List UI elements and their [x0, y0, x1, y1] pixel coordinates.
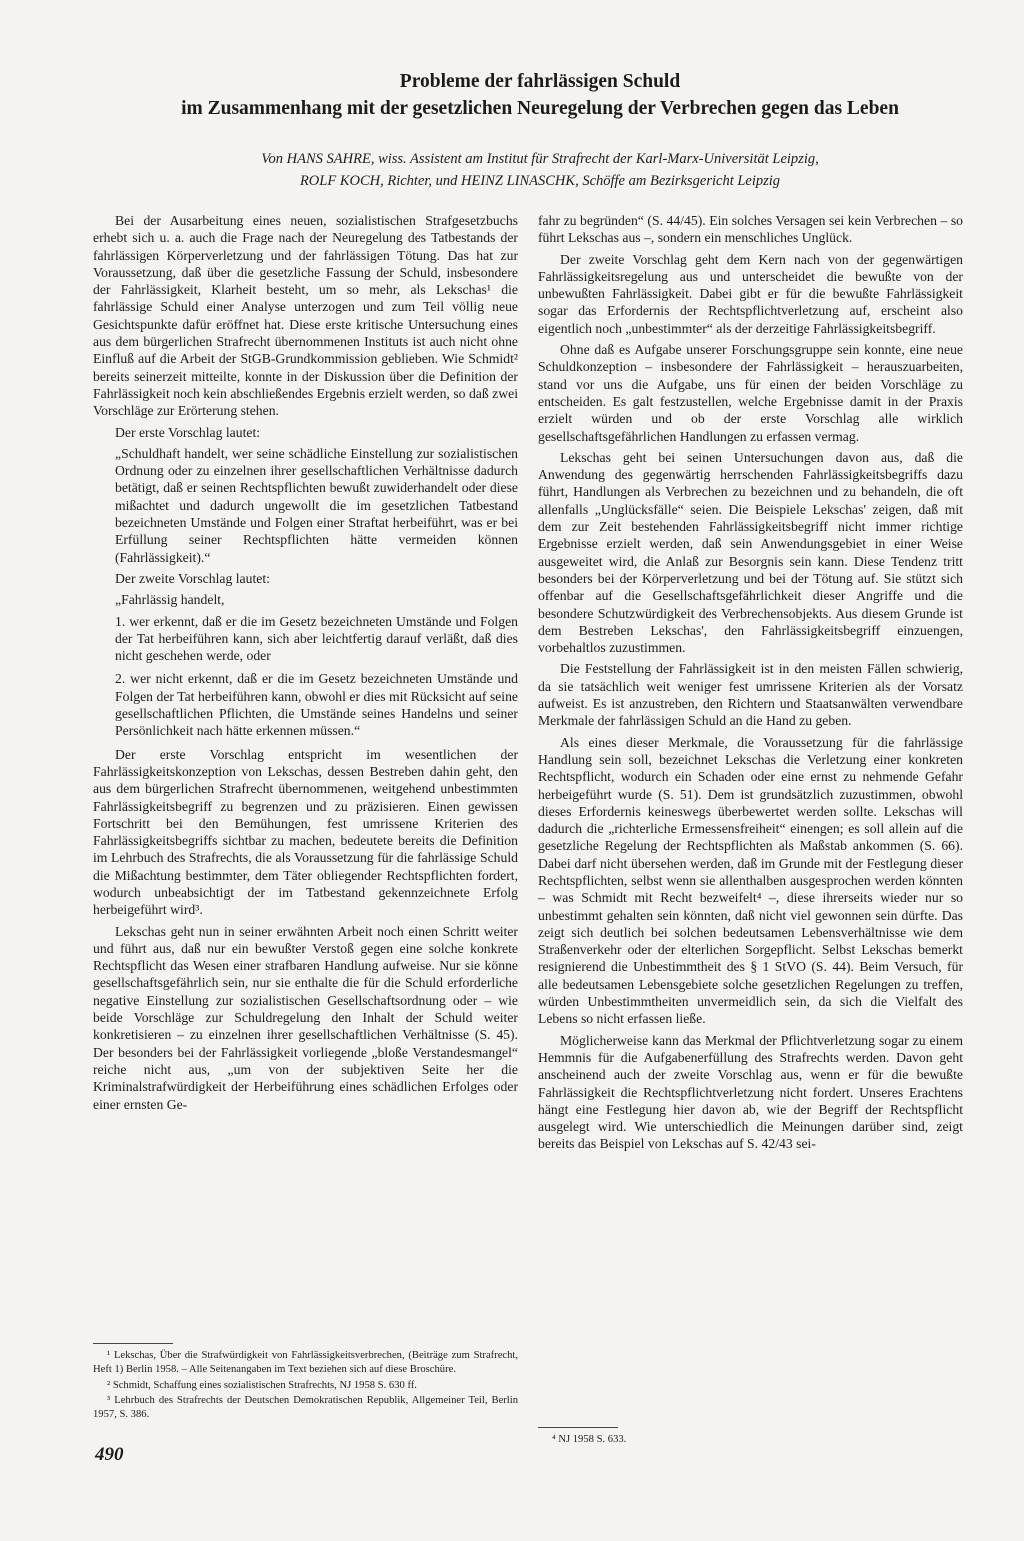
right-column [538, 212, 963, 1157]
quote-proposal-2-intro: „Fahrlässig handelt, [115, 592, 225, 608]
paragraph: Möglicherweise kann das Merkmal der Pflichtverletzung sogar zu einem Hemmnis für die Aufgabenerfüllung des Strafrechts werden. Davon geht anscheinend auch der zweite Vorschlag aus, wenn er für die bewußte Fahrlässigkeit die Rechtspflichtverletzung nicht fordert. Unseres Erachtens hängt eine Festlegung hier davon ab, wie der Begriff der Rechtspflicht ausgelegt wird. Wie unterschiedlich die Meinungen darüber sind, zeigt bereits das Beispiel von Lekschas auf S. 42/43 sei- [538, 1032, 963, 1152]
paragraph: Lekschas geht bei seinen Untersuchungen davon aus, daß die Anwendung des gegenwärtig herrschenden Fahrlässigkeitsbegriffs dazu führt, Handlungen als Verbrechen zu bezeichnen und zu behandeln, die oft allenfalls „Unglücksfälle“ seien. Die Beispiele Lekschas' zeigen, daß mit dem zur Zeit bestehenden Fahrlässigkeitsbegriff nicht immer richtige Ergebnisse erzielt werden, daß sein Anwendungsgebiet in einer Weise ausgeweitet wird, die Anlaß zur Besorgnis sein kann. Diese Tendenz tritt besonders bei der Körperverletzung und bei der Tötung auf. Sie stützt sich offenbar auf die Gesellschaftsgefährlichkeit dieser Angriffe und die besondere Schutzwürdigkeit des Verbrechensobjekts. Aus diesem Grunde ist dem Bestreben Lekschas', den Fahrlässigkeitsbegriff einzuengen, vorbehaltlos zuzustimmen. [538, 449, 963, 656]
article-title [100, 68, 980, 122]
paragraph: Der erste Vorschlag lautet: [115, 424, 261, 440]
byline [100, 148, 980, 192]
footnotes-left [93, 1343, 518, 1424]
quote-item-2: 2. wer nicht erkennt, daß er die im Gesetz bezeichneten Umstände und Folgen der Tat herbeiführen kann, obwohl er dies mit Rücksicht auf seine gesellschaftlichen Pflichten, die Umstände seines Handelns und seiner Persönlichkeit nach hätte erkennen müssen.“ [115, 671, 518, 739]
left-column [93, 212, 518, 1117]
footnote-rule [538, 1427, 618, 1428]
footnote-3: ³ Lehrbuch des Strafrechts der Deutschen Demokratischen Republik, Allgemeiner Teil, Berlin 1957, S. 386. [93, 1395, 518, 1421]
title-line-2: im Zusammenhang mit der gesetzlichen Neuregelung der Verbrechen gegen das Leben [181, 98, 899, 119]
paragraph: Die Feststellung der Fahrlässigkeit ist in den meisten Fällen schwierig, da sie tatsächlich weit weniger fest umrissene Kriterien als der Vorsatz aufweist. Es ist anzustreben, den Richtern und Staatsanwälten verwendbare Merkmale der fahrlässigen Schuld an die Hand zu geben. [538, 661, 963, 729]
title-line-1: Probleme der fahrlässigen Schuld [399, 71, 681, 92]
paragraph-continued: fahr zu begründen“ (S. 44/45). Ein solches Versagen sei kein Verbrechen – so führt Lekschas aus –, sondern ein menschliches Unglück. [538, 213, 963, 246]
byline-line-2: ROLF KOCH, Richter, und HEINZ LINASCHK, Schöffe am Bezirksgericht Leipzig [299, 173, 781, 189]
paragraph: Lekschas geht nun in seiner erwähnten Arbeit noch einen Schritt weiter und führt aus, daß nur ein bewußter Verstoß gegen eine solche konkrete Rechtspflicht das Wesen einer strafbaren Handlung aufweise. Nur sie könne gesellschaftsgefährlich sein, nur sie enthalte die für die Schuld erforderliche negative Einstellung zur sozialistischen Gesellschaftsordnung oder – wie beide Vorschläge zur Schuldregelung den Inhalt der Schuld weiter konkretisieren – zu einzelnen ihrer gesellschaftlichen Verhältnisse (S. 45). Der besonders bei der Fahrlässigkeit vorliegende „bloße Verstandesmangel“ reiche nicht aus, „um von der subjektiven Seite her die Kriminalstrafwürdigkeit der Herbeiführung eines schädlichen Erfolges oder einer ernsten Ge- [93, 923, 518, 1112]
footnote-4: ⁴ NJ 1958 S. 633. [552, 1434, 627, 1445]
footnote-rule [93, 1343, 173, 1344]
footnote-1: ¹ Lekschas, Über die Strafwürdigkeit von Fahrlässigkeitsverbrechen, (Beiträge zum Strafrecht, Heft 1) Berlin 1958. – Alle Seitenangaben im Text beziehen sich auf diese Broschüre. [93, 1350, 518, 1375]
paragraph: Ohne daß es Aufgabe unserer Forschungsgruppe sein konnte, eine neue Schuldkonzeption – insbesondere der Fahrlässigkeit – herauszuarbeiten, stand vor uns die Aufgabe, uns für einen der beiden Vorschläge zu entscheiden. Es galt festzustellen, welche Ergebnisse damit in der Praxis erzielt würden und ob der erste Vorschlag alle wirklich gesellschaftsgefährlichen Handlungen zu erfassen vermag. [538, 342, 963, 444]
quote-proposal-1: „Schuldhaft handelt, wer seine schädliche Einstellung zur sozialistischen Ordnung oder zu einzelnen ihrer gesellschaftlichen Verhältnisse dadurch betätigt, daß er seinen Rechtspflichten bewußt zuwiderhandelt oder diese mißachtet und dadurch ungewollt die im gesetzlichen Tatbestand bezeichneten Umstände und Folgen einer Straftat herbeiführt, was er bei Erfüllung seiner Rechtspflichten hätte vermeiden können (Fahrlässigkeit).“ [115, 445, 518, 565]
paragraph: Der erste Vorschlag entspricht im wesentlichen der Fahrlässigkeitskonzeption von Lekschas, dessen Bestreben dahin geht, den aus dem bürgerlichen Strafrecht übernommenen, weitgehend unbestimmten Fahrlässigkeitsbegriff zu begrenzen und zu präzisieren. Einen gewissen Fortschritt bei den Bemühungen, fest umrissene Kriterien des Fahrlässigkeitsbegriffs sichtbar zu machen, bedeutete bereits die Definition im Lehrbuch des Strafrechts, die als Voraussetzung für die fahrlässige Schuld die Mißachtung bestimmter, dem Täter obliegender Rechtspflichten fordert, wodurch unbeabsichtigt der im Tatbestand gekennzeichnete Erfolg herbeigeführt wird³. [93, 746, 518, 918]
byline-line-1: Von HANS SAHRE, wiss. Assistent am Institut für Strafrecht der Karl-Marx-Universität Leipzig, [261, 151, 819, 167]
paragraph: Der zweite Vorschlag lautet: [115, 570, 270, 586]
footnotes-right [538, 1427, 963, 1449]
footnote-2: ² Schmidt, Schaffung eines sozialistischen Strafrechts, NJ 1958 S. 630 ff. [107, 1379, 417, 1391]
paragraph: Bei der Ausarbeitung eines neuen, sozialistischen Strafgesetzbuchs erhebt sich u. a. auch die Frage nach der Neuregelung des Tatbestands der fahrlässigen Körperverletzung und der fahrlässigen Tötung. Das hat zur Voraussetzung, daß über die gesetzliche Fassung der Schuld, insbesondere der Fahrlässigkeit, Klarheit besteht, um so mehr, als Lekschas¹ die fahrlässige Schuld einer Analyse unterzogen und zum Teil völlig neue Gesichtspunkte dafür eröffnet hat. Diese erste kritische Untersuchung eines aus dem bürgerlichen Strafrecht übernommenen Instituts ist auch nicht ohne Einfluß auf die Arbeit der StGB-Grundkommission geblieben. Wie Schmidt² bereits seinerzeit mitteilte, konnte in der Diskussion über die Definition der Fahrlässigkeit noch kein abschließendes Ergebnis erzielt werden, so daß zwei Vorschläge zur Erörterung stehen. [93, 213, 518, 419]
quote-item-1: 1. wer erkennt, daß er die im Gesetz bezeichneten Umstände und Folgen der Tat herbeiführen kann, sich aber leichtfertig darauf verläßt, daß dies nicht geschehen werde, oder [115, 613, 518, 664]
paragraph: Als eines dieser Merkmale, die Voraussetzung für die fahrlässige Handlung sein soll, bezeichnet Lekschas die Verletzung einer konkreten Rechtspflicht, wodurch ein Schaden oder eine ernst zu nehmende Gefahr herbeigeführt wurde (S. 51). Dem ist grundsätzlich zuzustimmen, obwohl dieses Erfordernis keineswegs überbewertet werden sollte. Lekschas will dadurch die „richterliche Ermessensfreiheit“ einengen; es soll allein auf die gesetzliche Regelung der Rechtspflichten als Maßstab ankommen (S. 66). Dabei darf nicht übersehen werden, daß im Grunde mit der Festlegung dieser Rechtspflichten, selbst wenn sie allenthalben ausgesprochen werden könnten – was Schmidt mit Recht bezweifelt⁴ –, diese ihrerseits wieder nur so unbestimmt gehalten sein könnten, daß nicht viel gewonnen sein dürfte. Das zeigt sich deutlich bei solchen bedeutsamen Lebensverhältnisse wie dem Straßenverkehr oder der elterlichen Sorgepflicht. Selbst Lekschas bemerkt resignierend die Unbestimmtheit des § 1 StVO (S. 44). Beim Versuch, für alle bedeutsamen Lebensgebiete solche gesetzlichen Regelungen zu treffen, würden Unbestimmtheiten unvermeidlich sein, da sich die Vielfalt des Lebens so nicht erfassen ließe. [538, 734, 963, 1027]
paragraph: Der zweite Vorschlag geht dem Kern nach von der gegenwärtigen Fahrlässigkeitsregelung aus und unterscheidet die bewußte von der unbewußten Fahrlässigkeit. Dabei gibt er für die bewußte Fahrlässigkeit sogar das Erfordernis der Rechtspflichtverletzung auf, erscheint also eigentlich noch „unbestimmter“ als der derzeitige Fahrlässigkeitsbegriff. [538, 251, 963, 336]
page-number: 490 [95, 1444, 124, 1465]
